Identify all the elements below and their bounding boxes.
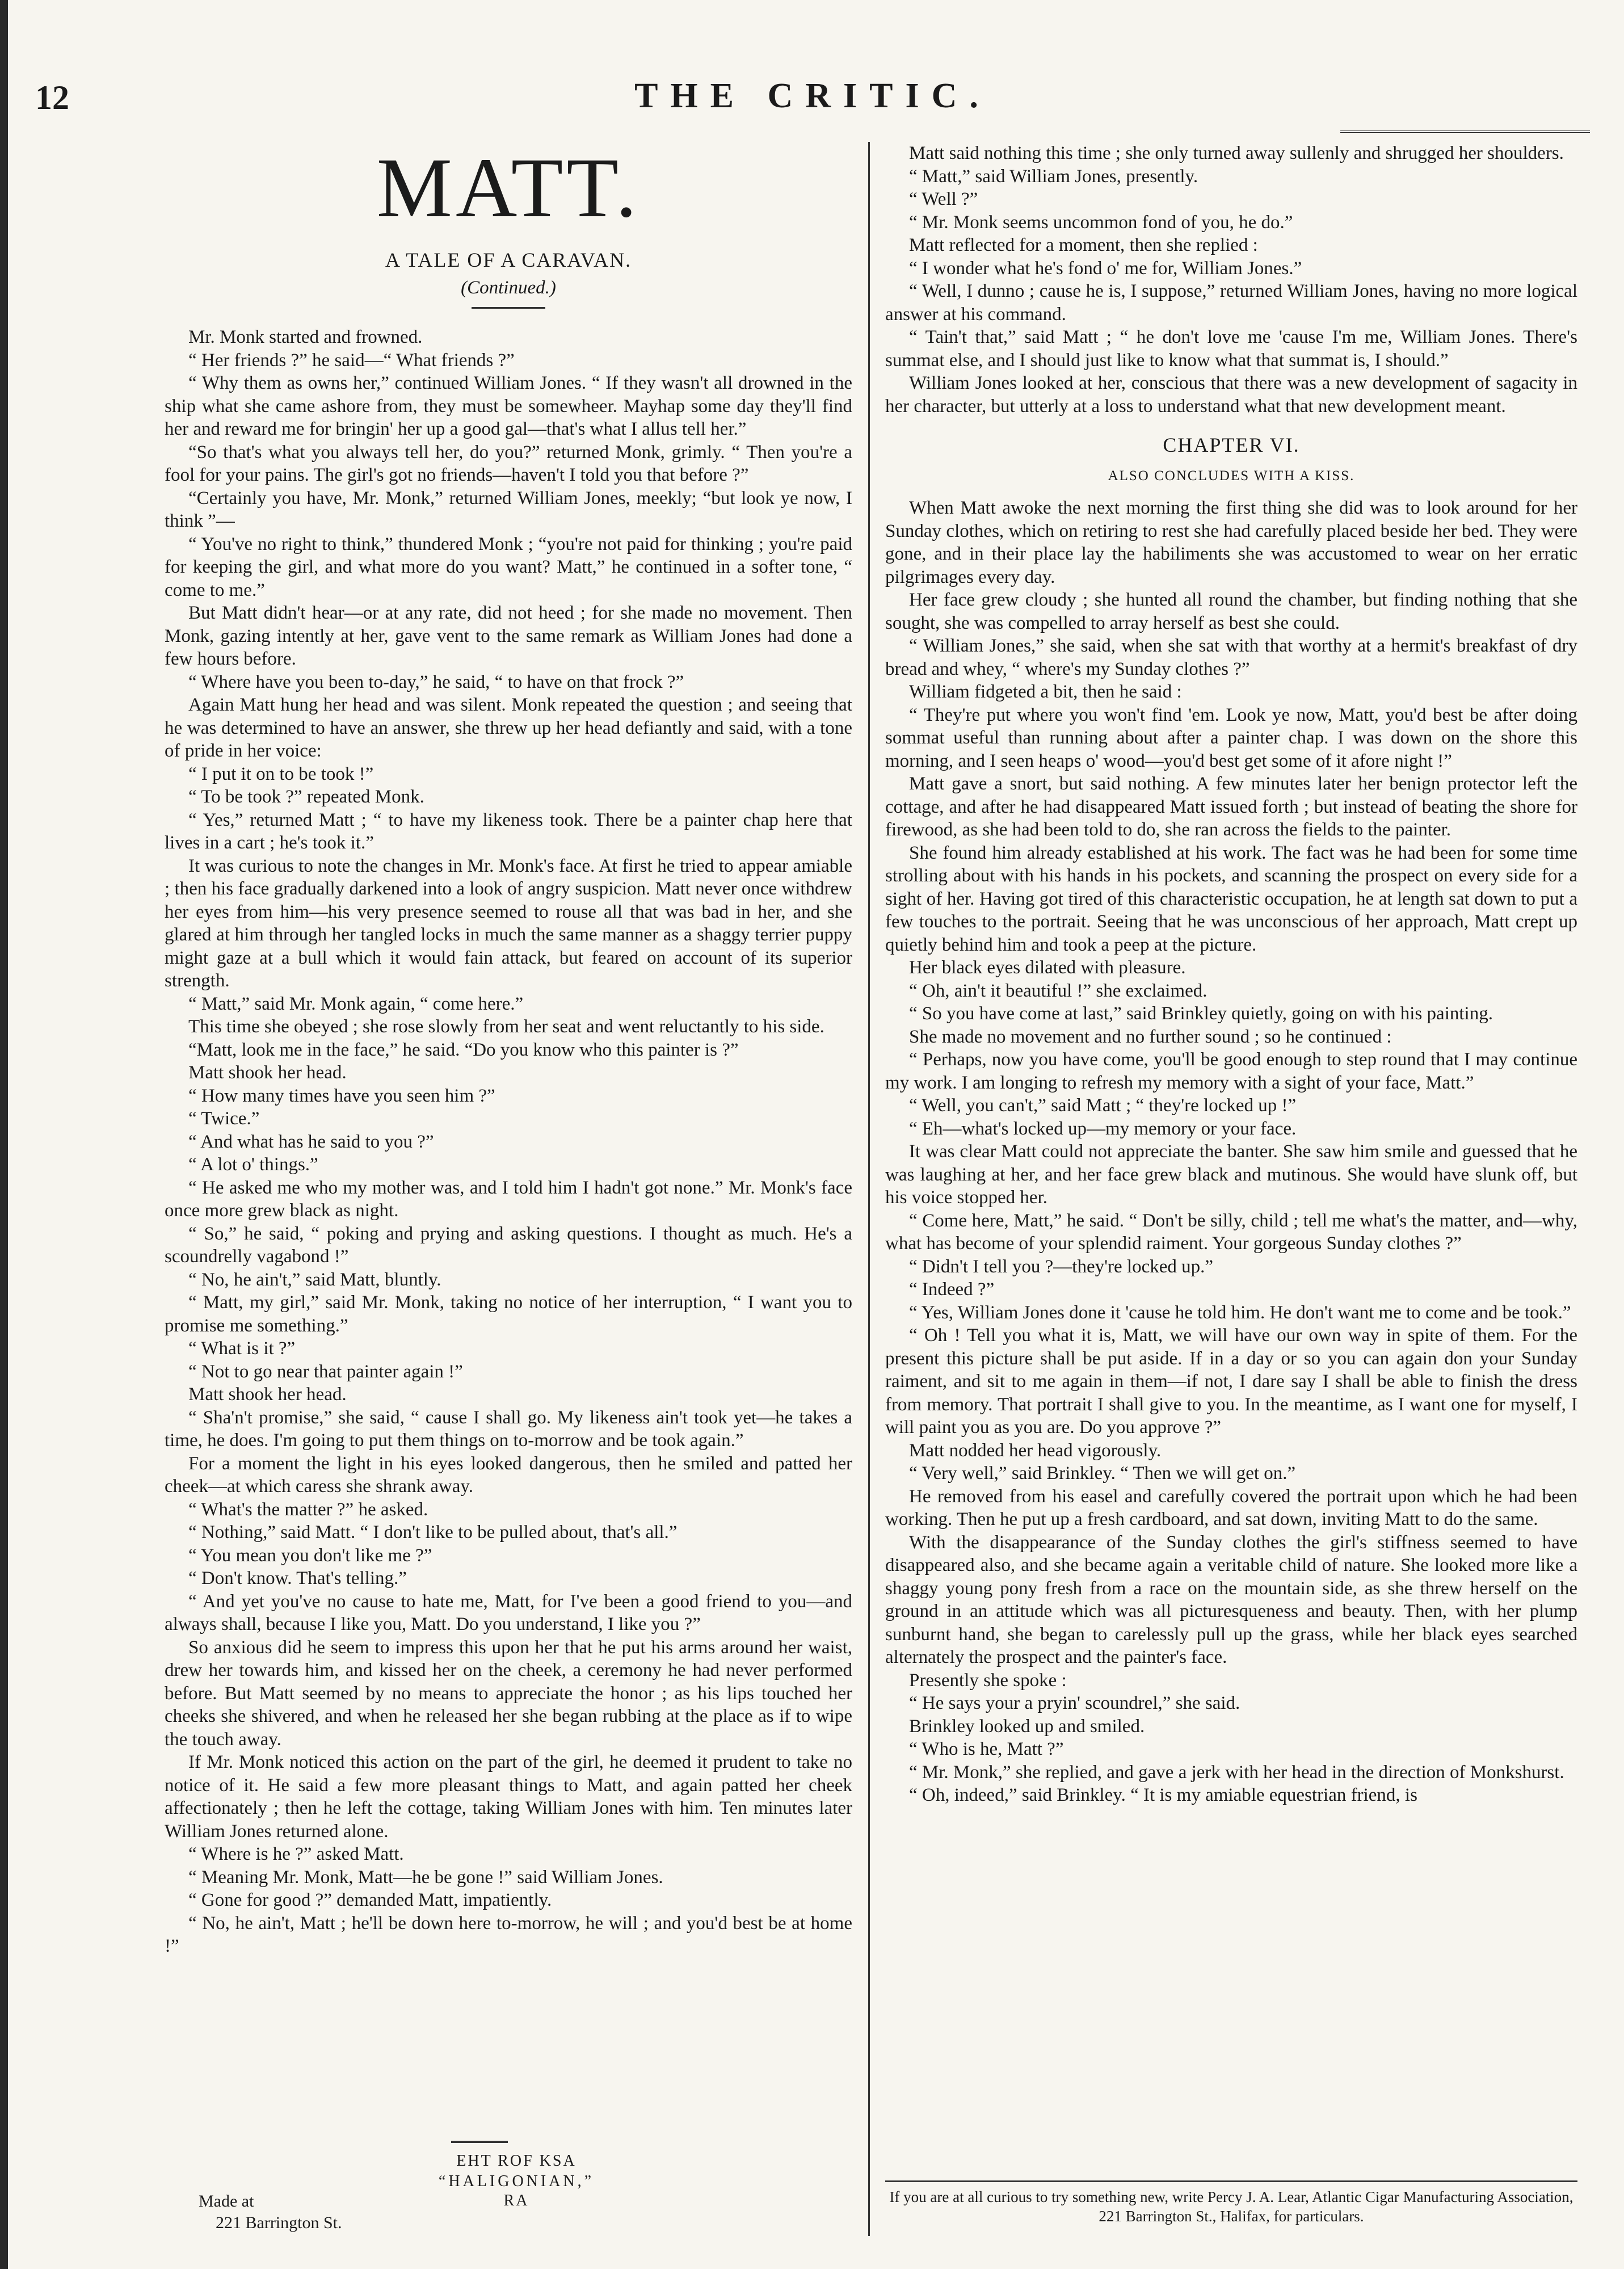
paragraph: So anxious did he seem to impress this upon her that he put his arms around her waist, drew her towards him, and kissed her on the cheek, a ceremony he had never performed before. But Matt seemed by no means to appreciate the honor ; as his lips touched her cheeks she shivered, and when he released her she began rubbing at the place as if to wipe the touch away.: [165, 1637, 852, 1750]
paragraph: Presently she spoke :: [909, 1670, 1067, 1691]
paragraph: William fidgeted a bit, then he said :: [909, 682, 1182, 702]
paragraph: William Jones looked at her, conscious that there was a new development of sagacity in her character, but utterly at a loss to understand what that new development meant.: [885, 373, 1577, 417]
puzzle-line-3: RA: [503, 2192, 529, 2209]
paragraph: Mr. Monk started and frowned.: [188, 327, 423, 347]
paragraph: “ What is it ?”: [188, 1338, 296, 1359]
paragraph: “ Very well,” said Brinkley. “ Then we will get on.”: [909, 1463, 1296, 1484]
paragraph: “ Not to go near that painter again !”: [188, 1361, 463, 1382]
paragraph: It was curious to note the changes in Mr. Monk's face. At first he tried to appear amiable ; then his face gradually darkened into a look of angry suspicion. Matt never once withdrew her eyes from him—his very presence seemed to rouse all that was bad in her, and she glared at him through her tangled locks in much the same manner as a shaggy terrier puppy might gaze at a bull which it would fain attack, but feared on account of its superior strength.: [165, 855, 852, 991]
left-body-text: [165, 326, 852, 1958]
paragraph: “ Where is he ?” asked Matt.: [188, 1844, 404, 1864]
paragraph: “ Come here, Matt,” he said. “ Don't be silly, child ; tell me what's the matter, and—why, what has become of your splendid raiment. Your gorgeous Sunday clothes ?”: [885, 1210, 1577, 1254]
paragraph: It was clear Matt could not appreciate the banter. She saw him smile and guessed that he was laughing at her, and her face grew black and mutinous. She would have slunk off, but his voice stopped her.: [885, 1141, 1577, 1208]
paragraph: “ Her friends ?” he said—“ What friends ?”: [188, 350, 515, 371]
masthead: THE CRITIC.: [634, 77, 991, 115]
right-body-text-top: [885, 142, 1577, 418]
paragraph: “ Matt,” said Mr. Monk again, “ come here.”: [188, 993, 524, 1014]
paragraph: “ You mean you don't like me ?”: [188, 1545, 432, 1566]
paragraph: Her black eyes dilated with pleasure.: [909, 957, 1186, 978]
paragraph: “ Indeed ?”: [909, 1279, 995, 1300]
paragraph: Matt shook her head.: [188, 1062, 347, 1083]
paragraph: She found him already established at his work. The fact was he had been for some time strolling about with his hands in his pockets, and scanning the prospect on every side for a sight of her. Having got tired of this characteristic occupation, he at length sat down to put a few touches to the portrait. Seeing that he was unconscious of her approach, Matt crept up quietly behind him and took a peep at the picture.: [885, 842, 1577, 955]
paragraph: “ Well, you can't,” said Matt ; “ they're locked up !”: [909, 1095, 1297, 1116]
paragraph: “ Well, I dunno ; cause he is, I suppose,” returned William Jones, having no more logical answer at his command.: [885, 281, 1577, 325]
paragraph: Matt shook her head.: [188, 1384, 347, 1405]
paragraph: Matt gave a snort, but said nothing. A few minutes later her benign protector left the cottage, and after he had disappeared Matt issued forth ; but instead of beating the shore for firewood, as she had been told to do, she ran across the fields to the painter.: [885, 774, 1577, 840]
paragraph: “ Mr. Monk seems uncommon fond of you, he do.”: [909, 212, 1293, 233]
page-edge: [0, 0, 8, 2269]
paragraph: Again Matt hung her head and was silent. Monk repeated the question ; and seeing that he was determined to have an answer, she threw up her head defiantly and said, with a tone of pride in her voice:: [165, 695, 852, 761]
paragraph: Matt said nothing this time ; she only turned away sullenly and shrugged her shoulders.: [909, 143, 1564, 163]
paragraph: “ They're put where you won't find 'em. Look ye now, Matt, you'd best be after doing sommat useful than running about after a painter chap. I was down on the shore this morning, and I seen heaps o' wood—you'd best get some of it afore night !”: [885, 704, 1577, 771]
paragraph: “ Oh, indeed,” said Brinkley. “ It is my amiable equestrian friend, is: [909, 1785, 1417, 1805]
paragraph: “ Don't know. That's telling.”: [188, 1568, 407, 1589]
paragraph: “ Mr. Monk,” she replied, and gave a jerk with her head in the direction of Monkshurst.: [909, 1762, 1564, 1783]
advert-text: If you are at all curious to try something new, write Percy J. A. Lear, Atlantic Cigar Manufacturing Association, 221 Barrington St., Halifax, for particulars.: [889, 2188, 1573, 2225]
paragraph: “ Yes,” returned Matt ; “ to have my likeness took. There be a painter chap here that lives in a cart ; he's took it.”: [165, 809, 852, 853]
paragraph: “So that's what you always tell her, do you?” returned Monk, grimly. “ Then you're a fool for your pains. The girl's got no friends—haven't I told you that before ?”: [165, 442, 852, 485]
paragraph: “ I put it on to be took !”: [188, 763, 374, 784]
paragraph: He removed from his easel and carefully covered the portrait upon which he had been working. Then he put up a fresh cardboard, and sat down, inviting Matt to do the same.: [885, 1486, 1577, 1530]
paragraph: “ Gone for good ?” demanded Matt, impatiently.: [188, 1890, 552, 1910]
paragraph: “ So,” he said, “ poking and prying and asking questions. I thought as much. He's a scoundrelly vagabond !”: [165, 1223, 852, 1267]
paragraph: “ And yet you've no cause to hate me, Matt, for I've been a good friend to you—and always shall, because I like you, Matt. Do you understand, I like you ?”: [165, 1591, 852, 1634]
paragraph: “ Oh, ain't it beautiful !” she exclaimed.: [909, 980, 1208, 1001]
address-label: 221 Barrington St.: [216, 2213, 342, 2232]
paragraph: “ Didn't I tell you ?—they're locked up.”: [909, 1256, 1214, 1277]
paragraph: “ Nothing,” said Matt. “ I don't like to be pulled about, that's all.”: [188, 1522, 678, 1543]
puzzle-line-2: “HALIGONIAN,”: [438, 2173, 595, 2190]
paragraph: “Certainly you have, Mr. Monk,” returned William Jones, meekly; “but look ye now, I think ”—: [165, 488, 852, 531]
paragraph: “ Tain't that,” said Matt ; “ he don't love me 'cause I'm me, William Jones. There's summat else, and I should just like to know what that summat is, I should.”: [885, 327, 1577, 371]
paragraph: “ A lot o' things.”: [188, 1154, 318, 1175]
right-column: [885, 142, 1577, 2117]
paragraph: Her face grew cloudy ; she hunted all round the chamber, but finding nothing that she sought, she was compelled to array herself as best she could.: [885, 590, 1577, 633]
paragraph: “ Sha'n't promise,” she said, “ cause I shall go. My likeness ain't took yet—he takes a time, he does. I'm going to put them things on to-morrow and be took again.”: [165, 1407, 852, 1451]
paragraph: “ Perhaps, now you have come, you'll be good enough to step round that I may continue my work. I am longing to refresh my memory with a sight of your face, Matt.”: [885, 1049, 1577, 1093]
paragraph: “ I wonder what he's fond o' me for, William Jones.”: [909, 258, 1302, 279]
paragraph: “ You've no right to think,” thundered Monk ; “you're not paid for thinking ; you're paid for keeping the girl, and what more do you want? Matt,” he continued in a softer tone, “ come to me.”: [165, 533, 852, 600]
advert-rule: [451, 2141, 508, 2143]
paragraph: But Matt didn't hear—or at any rate, did not heed ; for she made no movement. Then Monk, gazing intently at her, gave vent to the same remark as William Jones had done a few hours before.: [165, 603, 852, 669]
paragraph: “ So you have come at last,” said Brinkley quietly, going on with his painting.: [909, 1003, 1493, 1024]
left-column: [165, 142, 852, 2117]
chapter-subheading: ALSO CONCLUDES WITH A KISS.: [1108, 468, 1355, 484]
paragraph: With the disappearance of the Sunday clothes the girl's stiffness seemed to have disappeared also, and she became again a veritable child of nature. She looked more like a shaggy young pony fresh from a race on the mountain side, as she threw herself on the ground in an attitude which was all picturesqueness and beauty. Then, with her plump sunburnt hand, she began to carelessly pull up the grass, while her black eyes searched alternately the prospect and the painter's face.: [885, 1532, 1577, 1667]
paragraph: “ Where have you been to-day,” he said, “ to have on that frock ?”: [188, 671, 684, 692]
story-title: MATT.: [376, 141, 641, 235]
page-number: 12: [35, 79, 69, 116]
paragraph: “ Why them as owns her,” continued William Jones. “ If they wasn't all drowned in the ship what she came ashore from, they must be somewheer. Mayhap some day they'll find her and reward me for bringin' her up a good gal—that's what I allus tell her.”: [165, 373, 852, 439]
paragraph: “ Matt, my girl,” said Mr. Monk, taking no notice of her interruption, “ I want you to promise me something.”: [165, 1292, 852, 1336]
paragraph: “ Twice.”: [188, 1108, 260, 1129]
paragraph: This time she obeyed ; she rose slowly from her seat and went reluctantly to his side.: [188, 1016, 824, 1037]
paragraph: “ Well ?”: [909, 189, 978, 209]
chapter-heading: CHAPTER VI.: [1163, 434, 1300, 456]
paragraph: “ He says your a pryin' scoundrel,” she said.: [909, 1693, 1240, 1713]
paragraph: “ Who is he, Matt ?”: [909, 1739, 1064, 1759]
paragraph: “ Matt,” said William Jones, presently.: [909, 166, 1198, 187]
paragraph: “ To be took ?” repeated Monk.: [188, 787, 424, 807]
paragraph: “ Oh ! Tell you what it is, Matt, we will have our own way in spite of them. For the present this picture shall be put aside. If in a day or so you can again don your Sunday raiment, and sit to me again in them—if not, I dare say I shall be able to finish the dress from memory. That portrait I shall give to you. In the meantime, as I want one for myself, I will paint you as you are. Do you approve ?”: [885, 1325, 1577, 1438]
paragraph: “ And what has he said to you ?”: [188, 1131, 434, 1152]
header-rule: [1340, 131, 1590, 133]
paragraph: “ Meaning Mr. Monk, Matt—he be gone !” said William Jones.: [188, 1867, 663, 1888]
advert-right-rule: [885, 2180, 1577, 2182]
paragraph: She made no movement and no further sound ; so he continued :: [909, 1026, 1392, 1047]
paragraph: “ William Jones,” she said, when she sat with that worthy at a hermit's breakfast of dry bread and whey, “ where's my Sunday clothes ?”: [885, 636, 1577, 679]
paragraph: “ Yes, William Jones done it 'cause he told him. He don't want me to come and be took.”: [909, 1302, 1571, 1323]
paragraph: “ He asked me who my mother was, and I told him I hadn't got none.” Mr. Monk's face once more grew black as night.: [165, 1177, 852, 1221]
right-body-text-chapter: [885, 497, 1577, 1807]
paragraph: For a moment the light in his eyes looked dangerous, then he smiled and patted her cheek—at which caress she shrank away.: [165, 1453, 852, 1497]
paragraph: “Matt, look me in the face,” he said. “Do you know who this painter is ?”: [188, 1039, 739, 1060]
paragraph: “ How many times have you seen him ?”: [188, 1085, 495, 1106]
paragraph: Brinkley looked up and smiled.: [909, 1716, 1145, 1737]
title-rule: [472, 307, 545, 309]
paragraph: “ No, he ain't,” said Matt, bluntly.: [188, 1269, 441, 1290]
story-subtitle: A TALE OF A CARAVAN.: [385, 249, 632, 271]
paragraph: Matt nodded her head vigorously.: [909, 1440, 1162, 1461]
paragraph: Matt reflected for a moment, then she replied :: [909, 235, 1258, 255]
paragraph: If Mr. Monk noticed this action on the part of the girl, he deemed it prudent to take no notice of it. He said a few more pleasant things to Matt, and again patted her cheek affectionately ; then he left the cottage, taking William Jones with him. Ten minutes later William Jones returned alone.: [165, 1752, 852, 1842]
paragraph: “ No, he ain't, Matt ; he'll be down here to-morrow, he will ; and you'd best be at home !”: [165, 1913, 852, 1956]
paragraph: When Matt awoke the next morning the first thing she did was to look around for her Sunday clothes, which on retiring to rest she had carefully placed beside her bed. They were gone, and in their place lay the habiliments she was accustomed to wear on her erratic pilgrimages every day.: [885, 498, 1577, 587]
advert-left: [165, 2141, 852, 2254]
paragraph: “ Eh—what's locked up—my memory or your face.: [909, 1118, 1297, 1139]
paragraph: “ What's the matter ?” he asked.: [188, 1499, 428, 1520]
column-divider: [868, 142, 870, 2236]
made-at-label: Made at: [199, 2192, 254, 2211]
advert-right: [885, 2180, 1577, 2237]
page-header: [35, 78, 1590, 141]
story-continued-note: (Continued.): [461, 277, 556, 298]
puzzle-line-1: EHT ROF KSA: [456, 2152, 577, 2170]
